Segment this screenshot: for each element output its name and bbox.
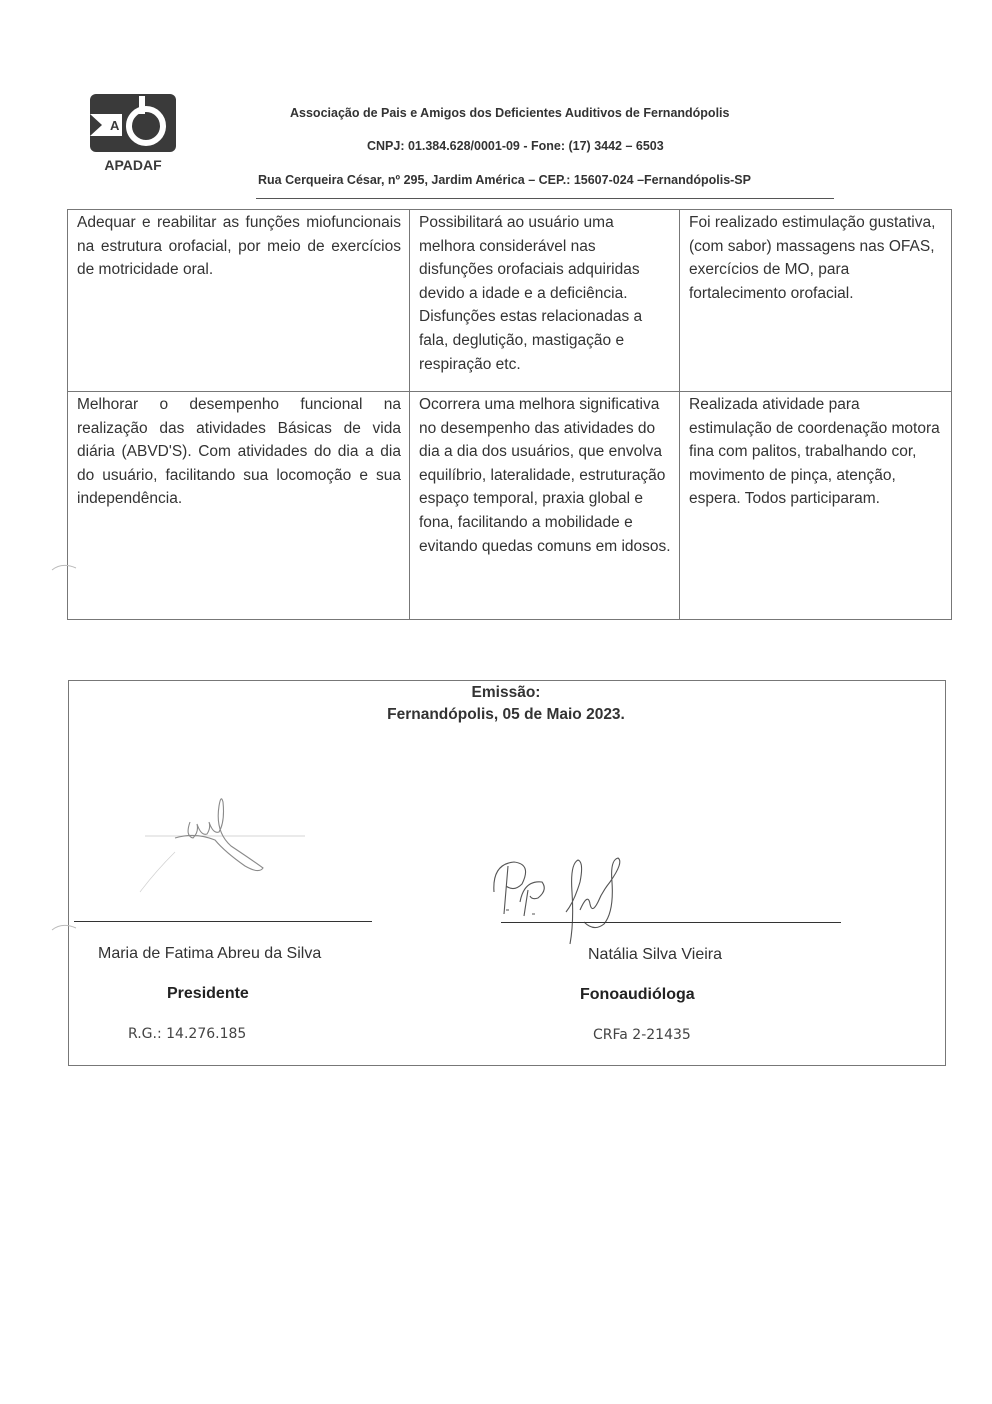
logo-text: APADAF bbox=[104, 157, 162, 173]
speech-therapist-id: CRFa 2-21435 bbox=[593, 1027, 691, 1043]
activity-cell: Realizada atividade para estimulação de coordenação motora fina com palitos, trabalhando cor, movimento de pinça, atenção, espera. Todos participaram. bbox=[680, 392, 952, 620]
president-name: Maria de Fatima Abreu da Silva bbox=[98, 945, 322, 962]
speech-therapist-name: Natália Silva Vieira bbox=[588, 946, 722, 963]
margin-mark bbox=[50, 560, 80, 574]
result-cell: Possibilitará ao usuário uma melhora considerável nas disfunções orofaciais adquiridas devido a idade e a deficiência. Disfunções estas relacionadas a fala, deglutição, mastigação e respiração etc. bbox=[410, 210, 680, 392]
logo-initials: A bbox=[110, 118, 120, 133]
apadaf-logo bbox=[84, 92, 182, 174]
margin-mark bbox=[50, 920, 80, 934]
organization-contact: CNPJ: 01.384.628/0001-09 - Fone: (17) 3442 – 6503 bbox=[367, 139, 664, 153]
activity-cell: Foi realizado estimulação gustativa, (com sabor) massagens nas OFAS, exercícios de MO, para fortalecimento orofacial. bbox=[680, 210, 952, 392]
signature-line-president bbox=[74, 921, 372, 922]
result-cell: Ocorrera uma melhora significativa no desempenho das atividades do dia a dia dos usuários, que envolva equilíbrio, lateralidade, estruturação espaço temporal, praxia global e fona, facilitando a mobilidade e evitando quedas comuns em idosos. bbox=[410, 392, 680, 620]
organization-name: Associação de Pais e Amigos dos Deficientes Auditivos de Fernandópolis bbox=[290, 106, 730, 120]
table-row bbox=[68, 392, 952, 620]
president-id: R.G.: 14.276.185 bbox=[128, 1026, 247, 1042]
signature-speech-therapist bbox=[484, 852, 644, 947]
organization-address: Rua Cerqueira César, nº 295, Jardim América – CEP.: 15607-024 –Fernandópolis-SP bbox=[258, 173, 751, 187]
emission-date: Fernandópolis, 05 de Maio 2023. bbox=[387, 706, 625, 723]
activities-table bbox=[67, 209, 952, 620]
speech-therapist-role: Fonoaudióloga bbox=[580, 986, 695, 1003]
emission-title: Emissão: bbox=[471, 684, 541, 701]
president-role: Presidente bbox=[167, 985, 249, 1002]
table-row bbox=[68, 210, 952, 392]
objective-cell: Melhorar o desempenho funcional na realização das atividades Básicas de vida diária (ABVD'S). Com atividades do dia a dia do usuário, facilitando sua locomoção e sua independência. bbox=[68, 392, 410, 620]
signature-president bbox=[135, 792, 315, 902]
signature-line-speech-therapist bbox=[501, 922, 841, 923]
header-divider bbox=[256, 198, 834, 199]
objective-cell: Adequar e reabilitar as funções miofuncionais na estrutura orofacial, por meio de exercícios de motricidade oral. bbox=[68, 210, 410, 392]
